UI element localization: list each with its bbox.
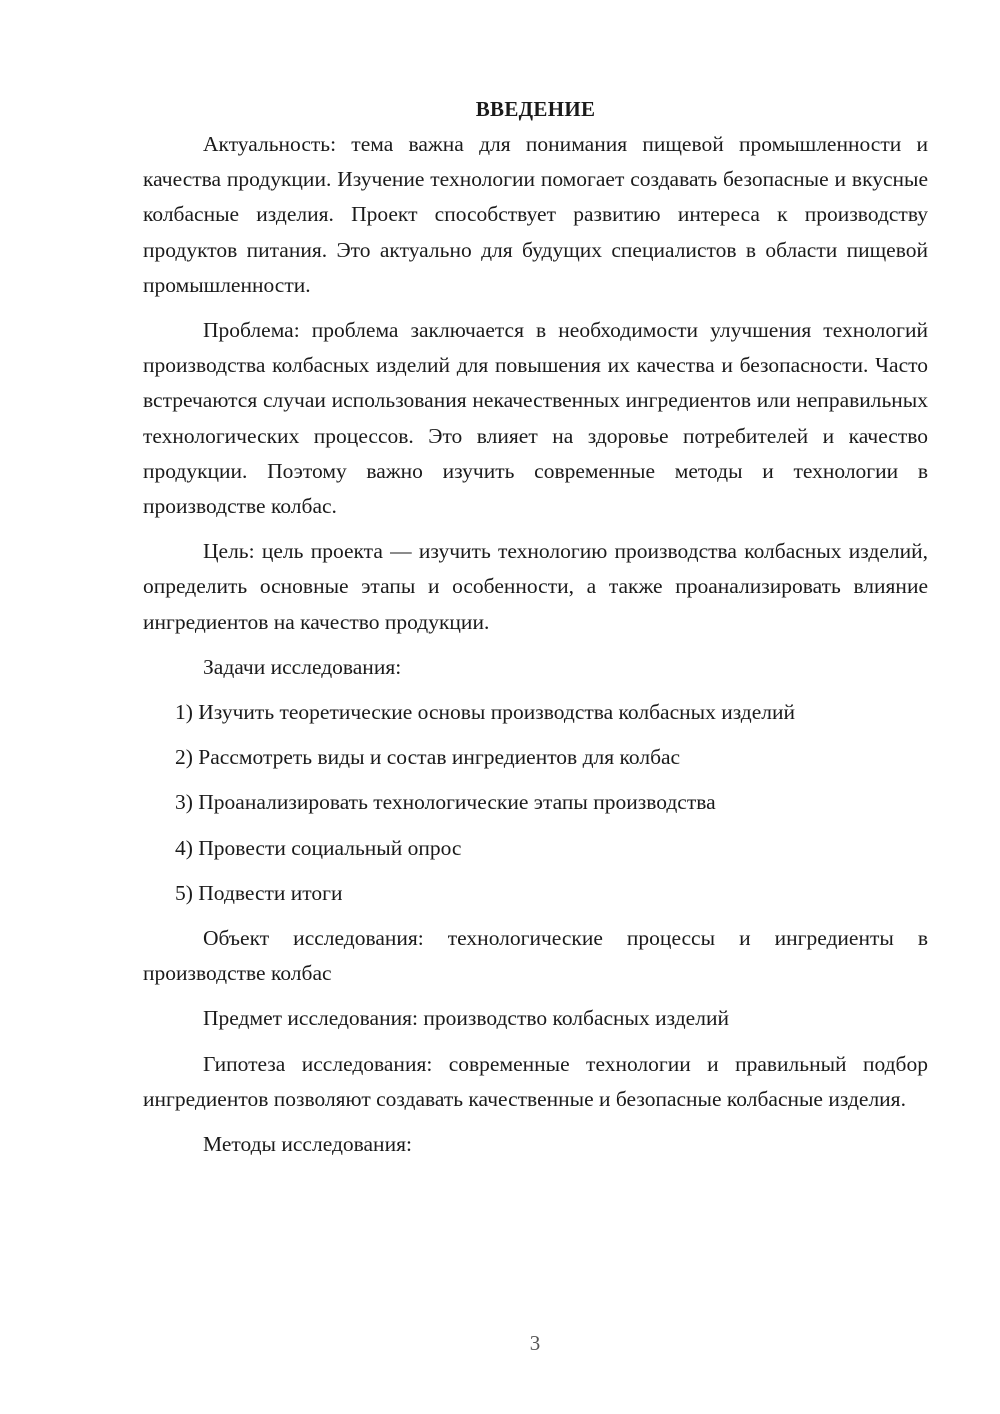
paragraph-subject: Предмет исследования: производство колбасных изделий (203, 1006, 729, 1031)
methods-heading: Методы исследования: (203, 1132, 412, 1157)
paragraph-object: Объект исследования: технологические процессы и ингредиенты в производстве колбас (143, 926, 928, 986)
tasks-list (143, 695, 928, 911)
paragraph-hypothesis: Гипотеза исследования: современные технологии и правильный подбор ингредиентов позволяют создавать качественные и безопасные колбасные изделия. (143, 1051, 928, 1111)
list-item: 2) Рассмотреть виды и состав ингредиентов для колбас (175, 745, 681, 770)
tasks-heading: Задачи исследования: (203, 654, 402, 679)
list-item: 4) Провести социальный опрос (175, 835, 462, 860)
paragraph-relevance: Актуальность: тема важна для понимания пищевой промышленности и качества продукции. Изучение технологии помогает создавать безопасные и вкусные колбасные изделия. Проект способствует развитию интереса к производству продуктов питания. Это актуально для будущих специалистов в области пищевой промышленности. (143, 132, 928, 297)
page-number: 3 (529, 1331, 541, 1355)
list-item: 3) Проанализировать технологические этапы производства (175, 790, 716, 815)
paragraph-problem: Проблема: проблема заключается в необходимости улучшения технологий производства колбасных изделий для повышения их качества и безопасности. Часто встречаются случаи использования некачественных ингредиентов или неправильных технологических процессов. Это влияет на здоровье потребителей и качество продукции. Поэтому важно изучить современные методы и технологии в производстве колбас. (143, 318, 928, 519)
list-item: 1) Изучить теоретические основы производства колбасных изделий (175, 700, 796, 725)
document-page (143, 92, 928, 1172)
page-title: ВВЕДЕНИЕ (475, 97, 596, 121)
list-item: 5) Подвести итоги (175, 880, 343, 905)
paragraph-goal: Цель: цель проекта — изучить технологию производства колбасных изделий, определить основные этапы и особенности, а также проанализировать влияние ингредиентов на качество продукции. (143, 539, 928, 634)
